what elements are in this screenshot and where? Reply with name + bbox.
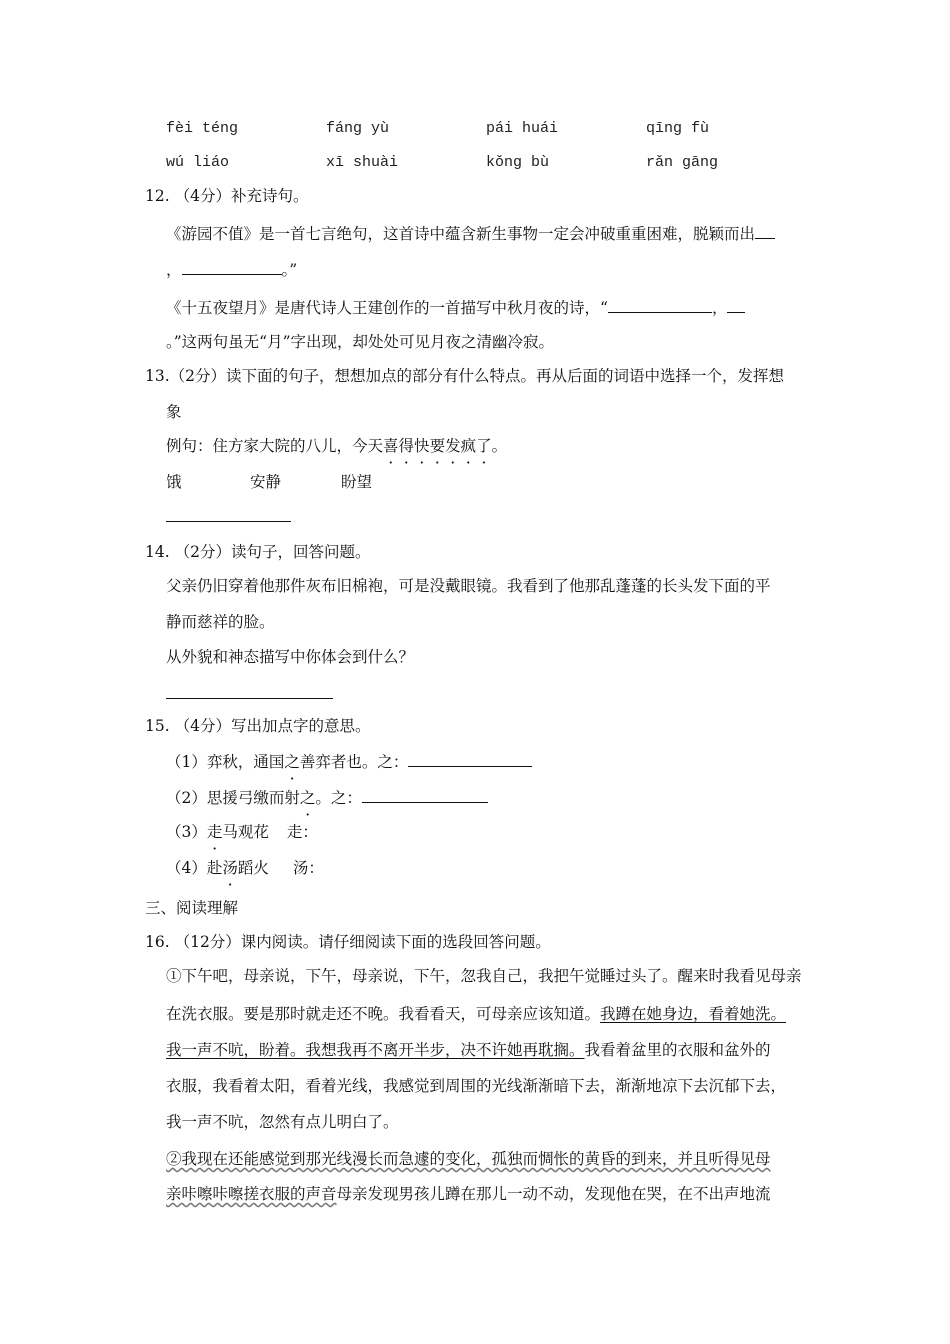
q13-example: 例句：住方家大院的八儿，今天喜得快要发疯了。 bbox=[166, 437, 508, 455]
q12-p2-line2: 。”这两句虽无“月”字出现，却处处可见月夜之清幽冷寂。 bbox=[166, 333, 555, 351]
section-title: 三、阅读理解 bbox=[145, 899, 239, 917]
q13-answer-line[interactable] bbox=[166, 521, 291, 522]
pinyin-1: fèi téng bbox=[166, 120, 239, 137]
answer-blank[interactable] bbox=[182, 258, 282, 275]
q15-item-3: （3）走马观花 走： bbox=[166, 823, 318, 841]
answer-blank[interactable] bbox=[408, 750, 532, 767]
q16-line-4: 衣服，我看着太阳，看着光线，我感觉到周围的光线渐渐暗下去，渐渐地凉下去沉郁下去， bbox=[166, 1077, 787, 1095]
q16-line-6: ②我现在还能感觉到那光线漫长而急遽的变化，孤独而惆怅的黄昏的到来，并且听得见母 bbox=[166, 1150, 771, 1168]
q13-word-2: 安静 bbox=[250, 473, 282, 491]
q16-line-5: 我一声不吭，忽然有点儿明白了。 bbox=[166, 1113, 399, 1131]
pinyin-2: fáng yù bbox=[326, 120, 390, 137]
pinyin-7: kǒng bù bbox=[486, 154, 550, 171]
q14-text-line1: 父亲仍旧穿着他那件灰布旧棉袍，可是没戴眼镜。我看到了他那乱蓬蓬的长头发下面的平 bbox=[166, 577, 771, 595]
pinyin-8: rǎn gāng bbox=[646, 154, 719, 171]
q13-header-cont: 象 bbox=[166, 403, 182, 421]
pinyin-5: wú liáo bbox=[166, 154, 230, 171]
pinyin-6: xī shuài bbox=[326, 154, 399, 171]
q14-answer-line[interactable] bbox=[166, 698, 333, 699]
pinyin-4: qīng fù bbox=[646, 120, 710, 137]
q14-question: 从外貌和神态描写中你体会到什么？ bbox=[166, 648, 415, 666]
q16-line-3: 我一声不吭，盼着。我想我再不离开半步，决不许她再耽搁。我看着盆里的衣服和盆外的 bbox=[166, 1041, 771, 1059]
q16-line-2: 在洗衣服。要是那时就走还不晚。我看看天，可母亲应该知道。我蹲在她身边，看着她洗。 bbox=[166, 1005, 787, 1023]
q14-header: 14. （2分）读句子，回答问题。 bbox=[145, 543, 371, 561]
q13-header: 13.（2分）读下面的句子，想想加点的部分有什么特点。再从后面的词语中选择一个，发挥想 bbox=[145, 367, 785, 385]
q14-text-line2: 静而慈祥的脸。 bbox=[166, 613, 275, 631]
q16-line-7: 亲咔嚓咔嚓搓衣服的声音母亲发现男孩儿蹲在那儿一动不动，发现他在哭，在不出声地流 bbox=[166, 1185, 771, 1203]
answer-blank[interactable] bbox=[608, 296, 712, 313]
q15-header: 15. （4分）写出加点字的意思。 bbox=[145, 717, 371, 735]
q12-p1-line2: ， 。” bbox=[166, 258, 297, 280]
q13-word-1: 饿 bbox=[166, 473, 182, 491]
q16-line-1: ①下午吧，母亲说，下午，母亲说，下午，忽我自己，我把午觉睡过头了。醒来时我看见母亲 bbox=[166, 967, 802, 985]
answer-blank[interactable] bbox=[362, 786, 488, 803]
q15-item-4: （4）赴汤蹈火 汤： bbox=[166, 859, 324, 877]
pinyin-3: pái huái bbox=[486, 120, 559, 137]
q12-p1-line1: 《游园不值》是一首七言绝句，这首诗中蕴含新生事物一定会冲破重重困难，脱颖而出 bbox=[166, 222, 775, 244]
q13-word-3: 盼望 bbox=[341, 473, 373, 491]
q12-header: 12. （4分）补充诗句。 bbox=[145, 187, 309, 205]
q15-item-2: （2）思援弓缴而射之。之： bbox=[166, 786, 488, 808]
answer-blank[interactable] bbox=[727, 296, 745, 313]
q12-p2-line1: 《十五夜望月》是唐代诗人王建创作的一首描写中秋月夜的诗，“ ， bbox=[166, 296, 745, 318]
q16-header: 16. （12分）课内阅读。请仔细阅读下面的选段回答问题。 bbox=[145, 933, 551, 951]
answer-blank[interactable] bbox=[755, 222, 775, 239]
q15-item-1: （1）弈秋，通国之善弈者也。之： bbox=[166, 750, 532, 772]
